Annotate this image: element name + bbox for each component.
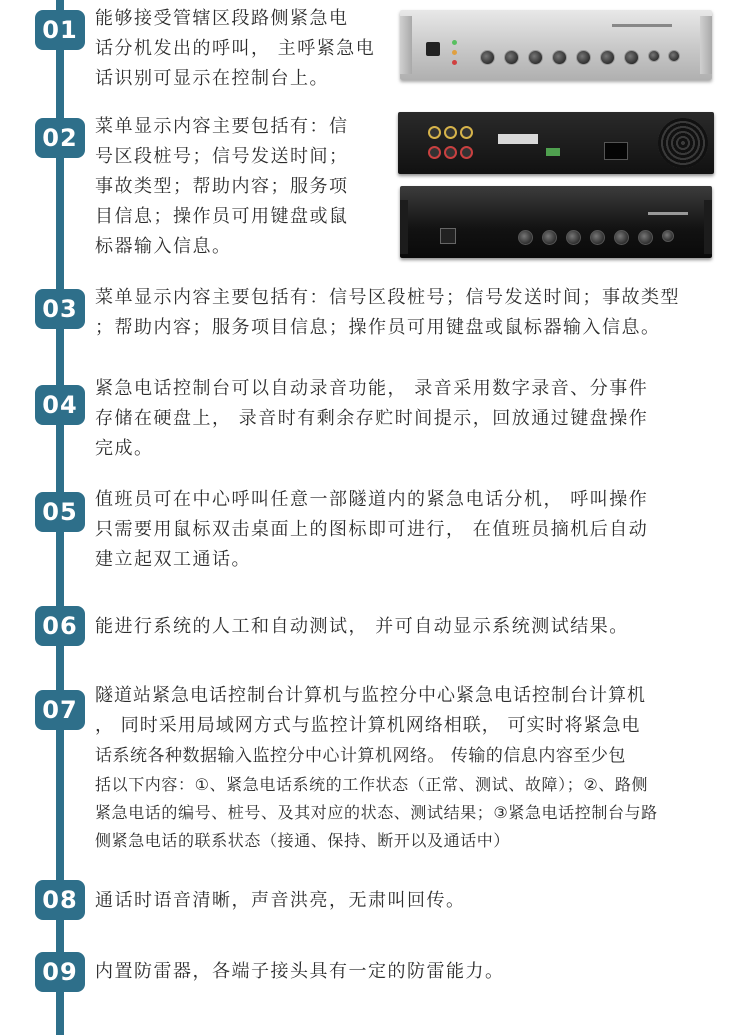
item-text: 菜单显示内容主要包括有：信号区段桩号；信号发送时间；事故类型 ；帮助内容；服务项目信息；操作员可用键盘或鼠标器输入信息。 [95,287,680,338]
item-number-badge: 08 [35,880,85,920]
item-text: 紧急电话控制台可以自动录音功能， 录音采用数字录音、分事件 存储在硬盘上， 录音时有剩余存贮时间提示，回放通过键盘操作 完成。 [95,378,649,459]
item-number-badge: 01 [35,10,85,50]
black-amplifier-front-image [400,186,712,258]
item-number-badge: 05 [35,492,85,532]
item-text: 能够接受管辖区段路侧紧急电 话分机发出的呼叫， 主呼紧急电 话识别可显示在控制台上。 [95,8,376,89]
item-text: 能进行系统的人工和自动测试， 并可自动显示系统测试结果。 [95,616,629,637]
item-number-badge: 09 [35,952,85,992]
item-text: 内置防雷器，各端子接头具有一定的防雷能力。 [95,961,505,982]
silver-amplifier-front-image [400,10,712,80]
item-text: 隧道站紧急电话控制台计算机与监控分中心紧急电话控制台计算机 ， 同时采用局域网方式与监控计算机网络相联， 可实时将紧急电 话系统各种数据输入监控分中心计算机网络。 传输的信息内容至少包 括以下内容：①、紧急电话系统的工作状态（正常、测试、故障）；②、路侧 紧急电话的编号、桩号、及其对应的状态、测试结果；③紧急电话控制台与路 侧紧急电话的联系状态（接通、保持、断开以及通话中） [95,685,658,850]
item-number-badge: 07 [35,690,85,730]
item-text: 菜单显示内容主要包括有：信 号区段桩号；信号发送时间； 事故类型；帮助内容；服务项 目信息；操作员可用键盘或鼠 标器输入信息。 [95,116,349,257]
item-number-badge: 02 [35,118,85,158]
black-amplifier-rear-image [398,112,714,174]
item-number-badge: 04 [35,385,85,425]
item-text: 通话时语音清晰，声音洪亮，无肃叫回传。 [95,890,466,911]
item-text: 值班员可在中心呼叫任意一部隧道内的紧急电话分机， 呼叫操作 只需要用鼠标双击桌面上的图标即可进行， 在值班员摘机后自动 建立起双工通话。 [95,489,649,570]
item-number-badge: 06 [35,606,85,646]
item-number-badge: 03 [35,289,85,329]
